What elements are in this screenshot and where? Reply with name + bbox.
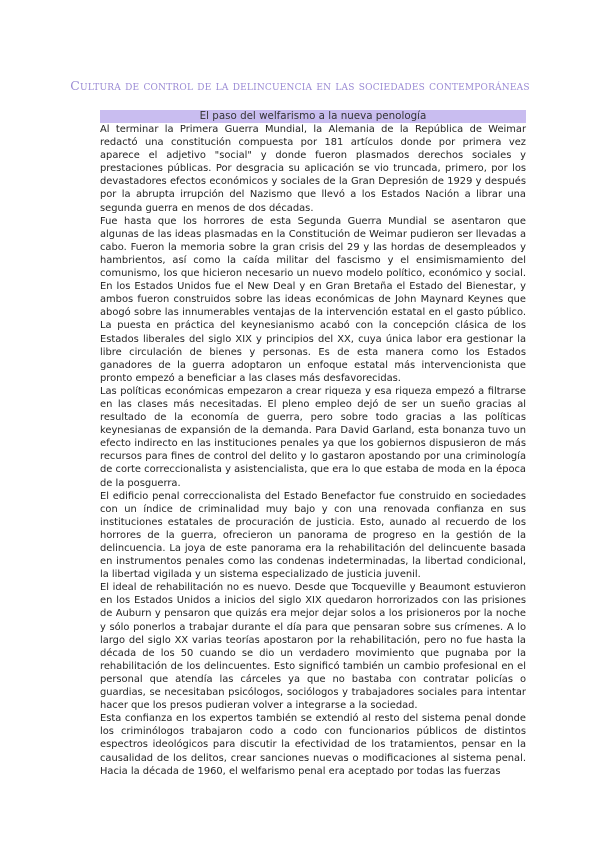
paragraph: Las políticas económicas empezaron a crear riqueza y esa riqueza empezó a filtrarse en las clases más necesitadas. El pleno empleo dejó de ser un sueño gracias al resultado de la economía de guerra, pero sobre todo gracias a las políticas keynesianas de expansión de la demanda. Para David Garland, esta bonanza tuvo un efecto indirecto en las instituciones penales ya que los gobiernos dispusieron de más recursos para fines de control del delito y lo gastaron apostando por una criminología de corte correccionalista y asistencialista, que era lo que estaba de moda en la época de la posguerra. <box>100 385 526 489</box>
paragraph: Esta confianza en los expertos también se extendió al resto del sistema penal donde los criminólogos trabajaron codo a codo con funcionarios públicos de distintos espectros ideológicos para discutir la efectividad de los tratamientos, pensar en la causalidad de los delitos, crear sanciones nuevas o modificaciones al sistema penal. Hacia la década de 1960, el welfarismo penal era aceptado por todas las fuerzas <box>100 713 526 777</box>
document-title: Cultura de control de la delincuencia en las sociedades contemporáneas <box>70 78 530 93</box>
paragraph: El ideal de rehabilitación no es nuevo. Desde que Tocqueville y Beaumont estuvieron en los Estados Unidos a inicios del siglo XIX quedaron horrorizados con las prisiones de Auburn y pensaron que quizás era mejor dejar solos a los prisioneros por la noche y sólo ponerlos a trabajar durante el día para que pensaran sobre sus crímenes. A lo largo del siglo XX varias teorías apostaron por la rehabilitación, pero no fue hasta la década de los 50 cuando se dio un verdadero movimiento que pugnaba por la rehabilitación de los delincuentes. Esto significó también un cambio profesional en el personal que atendía las cárceles ya que no bastaba con contratar policías o guardias, se necesitaban psicólogos, sociólogos y trabajadores sociales para intentar hacer que los presos pudieran volver a integrarse a la sociedad. <box>100 582 526 712</box>
section-heading: El paso del welfarismo a la nueva penología <box>100 110 526 123</box>
paragraph: El edificio penal correccionalista del Estado Benefactor fue construido en sociedades con un índice de criminalidad muy bajo y con una renovada confianza en sus instituciones estatales de procuración de justicia. Esto, aunado al recuerdo de los horrores de la guerra, ofrecieron un panorama de progreso en la gestión de la delincuencia. La joya de este panorama era la rehabilitación del delincuente basada en instrumentos penales como las condenas indeterminadas, la libertad condicional, la libertad vigilada y un sistema especializado de justicia juvenil. <box>100 490 526 581</box>
paragraph: Al terminar la Primera Guerra Mundial, la Alemania de la República de Weimar redactó una constitución compuesta por 181 artículos donde por primera vez aparece el adjetivo "social" y donde fueron plasmados derechos sociales y prestaciones públicas. Por desgracia su aplicación se vio truncada, primero, por los devastadores efectos económicos y sociales de la Gran Depresión de 1929 y después por la abrupta irrupción del Nazismo que llevó a los Estados Nación a librar una segunda guerra en menos de dos décadas. <box>100 124 526 214</box>
paragraph: Fue hasta que los horrores de esta Segunda Guerra Mundial se asentaron que algunas de las ideas plasmadas en la Constitución de Weimar pudieron ser llevadas a cabo. Fueron la memoria sobre la gran crisis del 29 y las hordas de desempleados y hambrientos, así como la caída militar del fascismo y el ensimismamiento del comunismo, los que hicieron necesario un nuevo modelo político, económico y social. En los Estados Unidos fue el New Deal y en Gran Bretaña el Estado del Bienestar, y ambos fueron construidos sobre las ideas económicas de John Maynard Keynes que abogó sobre las innumerables ventajas de la intervención estatal en el gasto público. La puesta en práctica del keynesianismo acabó con la concepción clásica de los Estados liberales del siglo XIX y principios del XX, cuya única labor era gestionar la libre circulación de bienes y personas. Es de esta manera como los Estados ganadores de la guerra adoptaron un enfoque estatal más intervencionista que pronto empezó a beneficiar a las clases más desfavorecidas. <box>100 215 526 384</box>
body-text <box>100 123 526 778</box>
